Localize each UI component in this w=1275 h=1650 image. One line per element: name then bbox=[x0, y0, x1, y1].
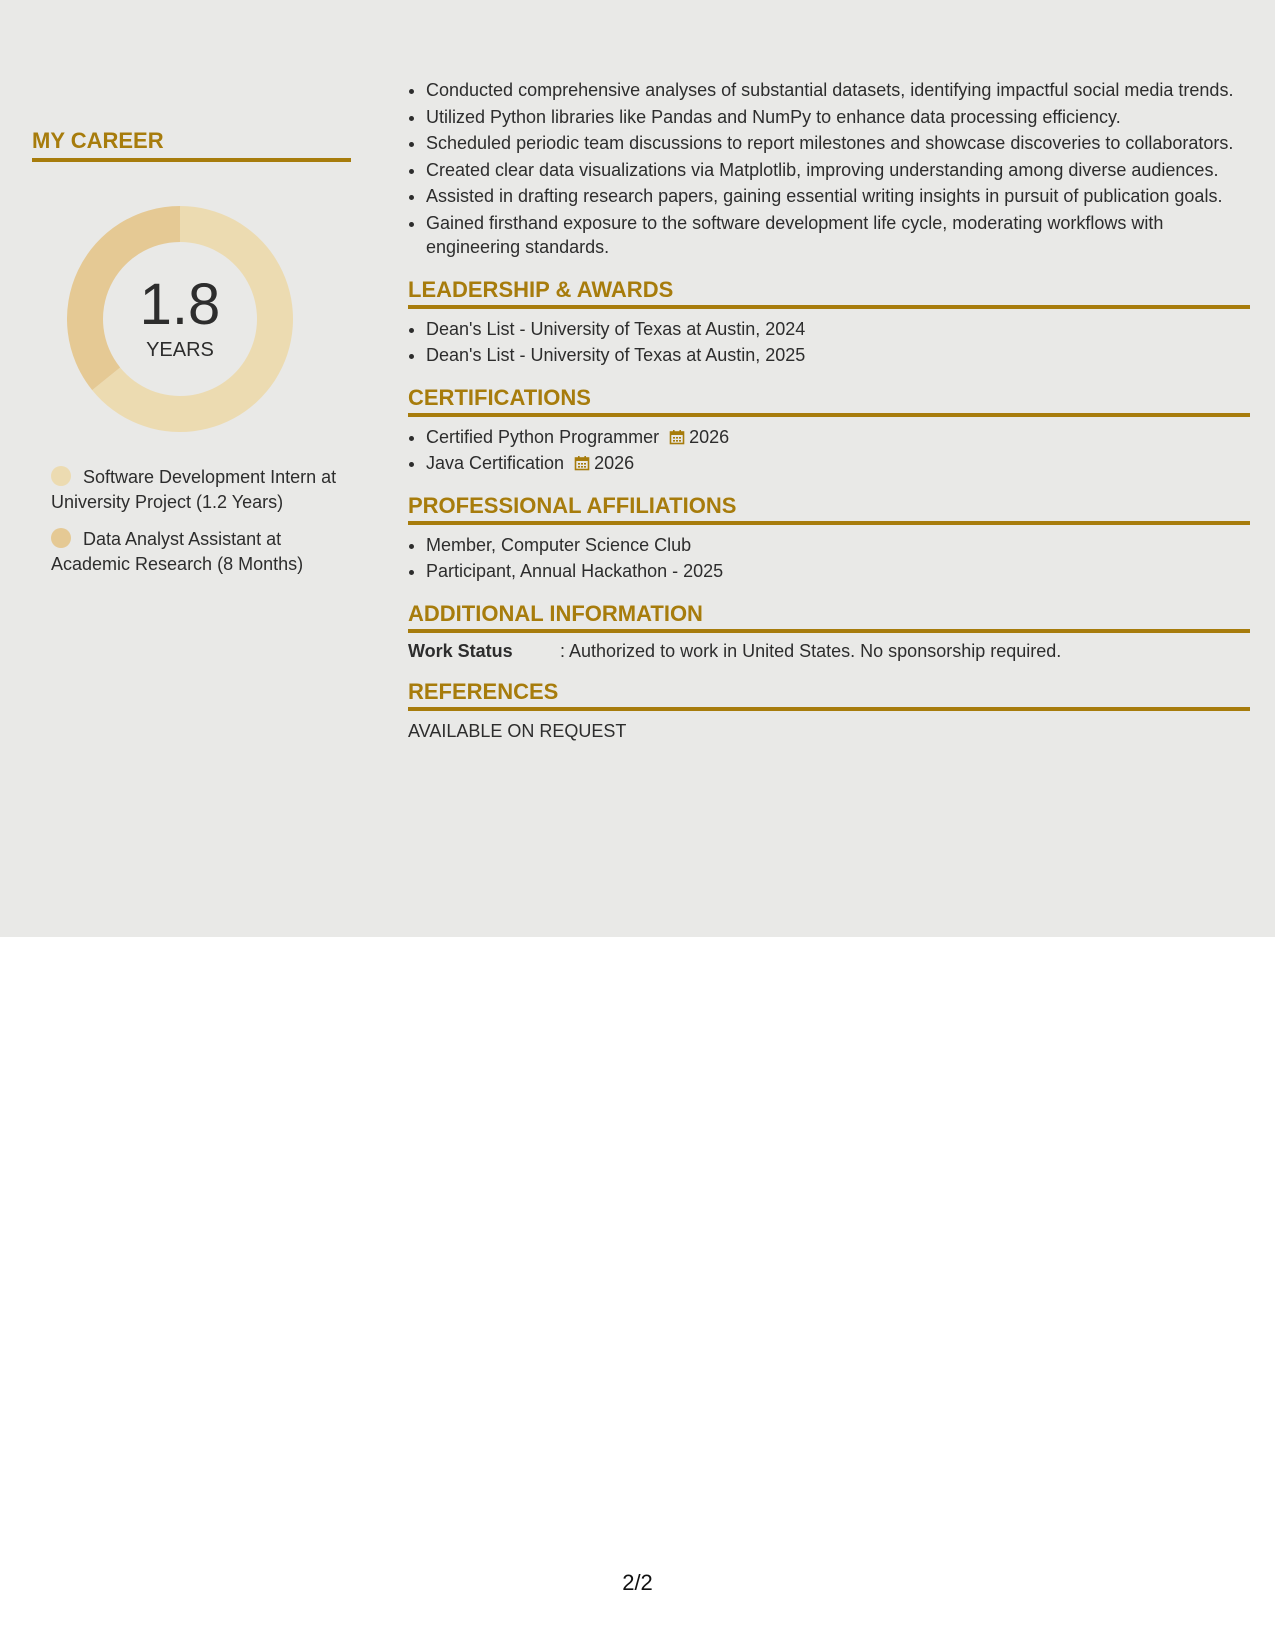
experience-bullet: • Assisted in drafting research papers, gaining essential writing insights in pursuit of publication goals. bbox=[426, 184, 1250, 209]
legend-label: Data Analyst Assistant at Academic Research (8 Months) bbox=[51, 529, 304, 574]
legend-dot bbox=[51, 466, 71, 486]
calendar-icon bbox=[669, 429, 685, 445]
certifications-list bbox=[408, 425, 1250, 476]
career-total-unit: YEARS bbox=[146, 339, 214, 361]
affiliation-item: • Participant, Annual Hackathon - 2025 bbox=[426, 559, 1250, 584]
references-section bbox=[408, 679, 1250, 742]
experience-bullet: • Scheduled periodic team discussions to report milestones and showcase discoveries to collaborators. bbox=[426, 131, 1250, 156]
certification-name: Java Certification bbox=[426, 453, 565, 473]
legend-label: Software Development Intern at University Project (1.2 Years) bbox=[51, 467, 337, 512]
main-content bbox=[408, 78, 1250, 742]
affiliations-list bbox=[408, 533, 1250, 584]
legend-dot bbox=[51, 528, 71, 548]
experience-bullet: • Gained firsthand exposure to the software development life cycle, moderating workflows with engineering standards. bbox=[426, 211, 1250, 260]
work-status-value: : Authorized to work in United States. No sponsorship required. bbox=[560, 640, 1062, 661]
leadership-item: • Dean's List - University of Texas at Austin, 2025 bbox=[426, 343, 1250, 368]
career-donut-chart bbox=[67, 206, 293, 432]
experience-bullet: • Utilized Python libraries like Pandas and NumPy to enhance data processing efficiency. bbox=[426, 105, 1250, 130]
certification-year: 2026 bbox=[689, 426, 730, 447]
additional-info-section bbox=[408, 601, 1250, 662]
leadership-heading: LEADERSHIP & AWARDS bbox=[408, 277, 1250, 309]
affiliations-heading: PROFESSIONAL AFFILIATIONS bbox=[408, 493, 1250, 525]
legend-item bbox=[51, 465, 341, 515]
career-legend bbox=[51, 465, 341, 589]
experience-bullet: • Conducted comprehensive analyses of substantial datasets, identifying impactful social media trends. bbox=[426, 78, 1250, 103]
career-heading: MY CAREER bbox=[32, 128, 351, 162]
leadership-item: • Dean's List - University of Texas at Austin, 2024 bbox=[426, 317, 1250, 342]
certification-year: 2026 bbox=[594, 453, 635, 473]
legend-item bbox=[51, 527, 341, 577]
references-text: AVAILABLE ON REQUEST bbox=[408, 720, 627, 741]
certification-name: Certified Python Programmer bbox=[426, 426, 660, 447]
affiliation-item: • Member, Computer Science Club bbox=[426, 533, 1250, 558]
work-status-row bbox=[408, 641, 1250, 662]
experience-bullet-list bbox=[408, 78, 1250, 260]
certifications-section bbox=[408, 385, 1250, 476]
experience-bullet: • Created clear data visualizations via Matplotlib, improving understanding among diverse audiences. bbox=[426, 158, 1250, 183]
page-number: 2/2 bbox=[622, 1570, 653, 1595]
certification-item bbox=[426, 425, 1250, 450]
certification-item bbox=[426, 451, 1250, 476]
work-status-label: Work Status bbox=[408, 640, 513, 661]
leadership-section bbox=[408, 277, 1250, 368]
career-total-value: 1.8 bbox=[139, 272, 221, 337]
calendar-icon bbox=[574, 455, 590, 471]
leadership-list bbox=[408, 317, 1250, 368]
affiliations-section bbox=[408, 493, 1250, 584]
additional-info-heading: ADDITIONAL INFORMATION bbox=[408, 601, 1250, 633]
certifications-heading: CERTIFICATIONS bbox=[408, 385, 1250, 417]
career-sidebar bbox=[32, 128, 351, 574]
references-heading: REFERENCES bbox=[408, 679, 1250, 711]
